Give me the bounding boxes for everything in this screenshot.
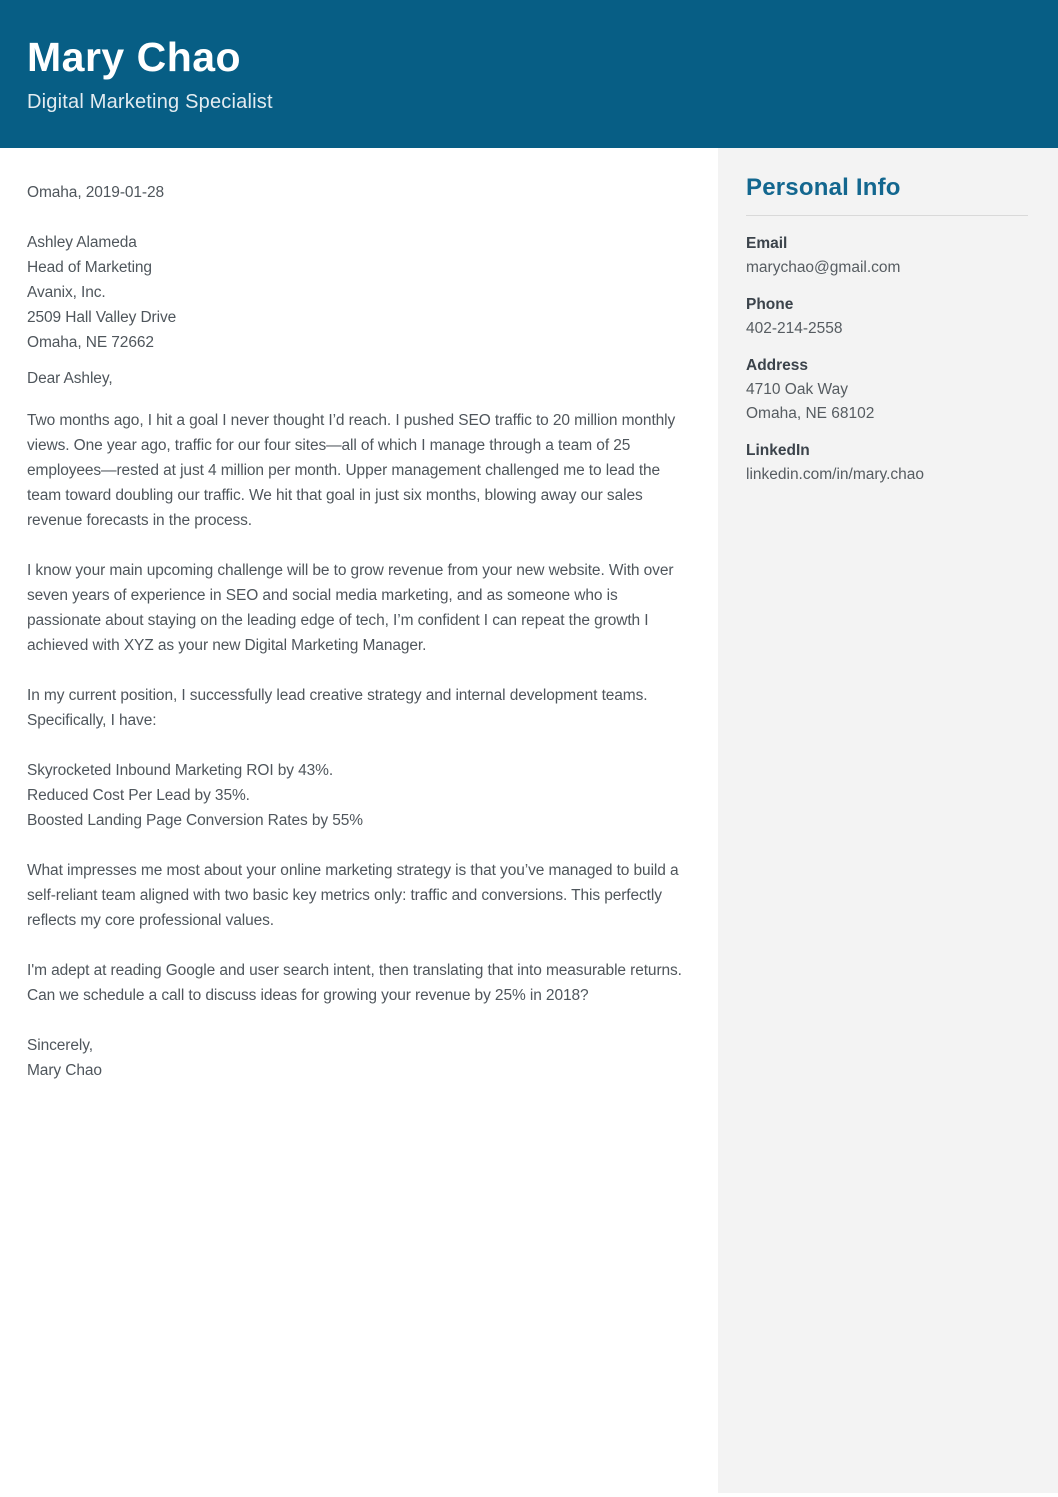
person-job-title: Digital Marketing Specialist — [27, 91, 273, 113]
achievements-block — [27, 758, 693, 833]
letter-paragraph: In my current position, I successfully lead creative strategy and internal development teams. Specifically, I have: — [27, 687, 648, 729]
phone-value: 402-214-2558 — [746, 320, 843, 337]
letter-paragraph: What impresses me most about your online marketing strategy is that you’ve managed to build a self-reliant team aligned with two basic key metrics only: traffic and conversions. This perfectly reflects my core professional values. — [27, 862, 679, 929]
linkedin-value: linkedin.com/in/mary.chao — [746, 466, 925, 483]
closing-block — [27, 1033, 693, 1083]
closing-line: Sincerely, — [27, 1037, 93, 1054]
letter-paragraph: I know your main upcoming challenge will be to grow revenue from your new website. With over seven years of experience in SEO and social media marketing, and as someone who is passionate about staying on the leading edge of tech, I’m confident I can repeat the growth I achieved with XYZ as your new Digital Marketing Manager. — [27, 562, 674, 654]
achievement-line: Reduced Cost Per Lead by 35%. — [27, 787, 250, 804]
letter-paragraph: I'm adept at reading Google and user search intent, then translating that into measurable returns. Can we schedule a call to discuss ideas for growing your revenue by 25% in 2018? — [27, 962, 682, 1004]
sidebar-title: Personal Info — [746, 174, 901, 201]
letter-paragraph: Two months ago, I hit a goal I never thought I’d reach. I pushed SEO traffic to 20 million monthly views. One year ago, traffic for our four sites—all of which I manage through a team of 25 employees—rested at just 4 million per month. Upper management challenged me to lead the team toward doubling our traffic. We hit that goal in just six months, blowing away our sales revenue forecasts in the process. — [27, 412, 676, 529]
recipient-block — [27, 230, 693, 355]
recipient-line: Omaha, NE 72662 — [27, 334, 154, 351]
achievement-line: Skyrocketed Inbound Marketing ROI by 43%. — [27, 762, 334, 779]
info-group-email — [746, 232, 1028, 280]
address-value-line: 4710 Oak Way — [746, 381, 848, 398]
linkedin-label: LinkedIn — [746, 442, 810, 459]
address-value-line: Omaha, NE 68102 — [746, 405, 875, 422]
personal-info-sidebar — [718, 148, 1058, 1493]
letter-body — [0, 148, 718, 1497]
email-label: Email — [746, 235, 788, 252]
header-banner — [0, 0, 1058, 148]
date-line: Omaha, 2019-01-28 — [27, 184, 165, 201]
signature-name: Mary Chao — [27, 1062, 102, 1079]
recipient-line: Avanix, Inc. — [27, 284, 106, 301]
email-value: marychao@gmail.com — [746, 259, 901, 276]
recipient-line: Ashley Alameda — [27, 234, 137, 251]
phone-label: Phone — [746, 296, 794, 313]
address-label: Address — [746, 357, 809, 374]
salutation: Dear Ashley, — [27, 370, 113, 387]
recipient-line: Head of Marketing — [27, 259, 152, 276]
person-name: Mary Chao — [27, 34, 242, 80]
recipient-line: 2509 Hall Valley Drive — [27, 309, 177, 326]
info-group-address — [746, 354, 1028, 426]
divider — [746, 215, 1028, 216]
info-group-linkedin — [746, 439, 1028, 487]
info-group-phone — [746, 293, 1028, 341]
achievement-line: Boosted Landing Page Conversion Rates by 55% — [27, 812, 363, 829]
